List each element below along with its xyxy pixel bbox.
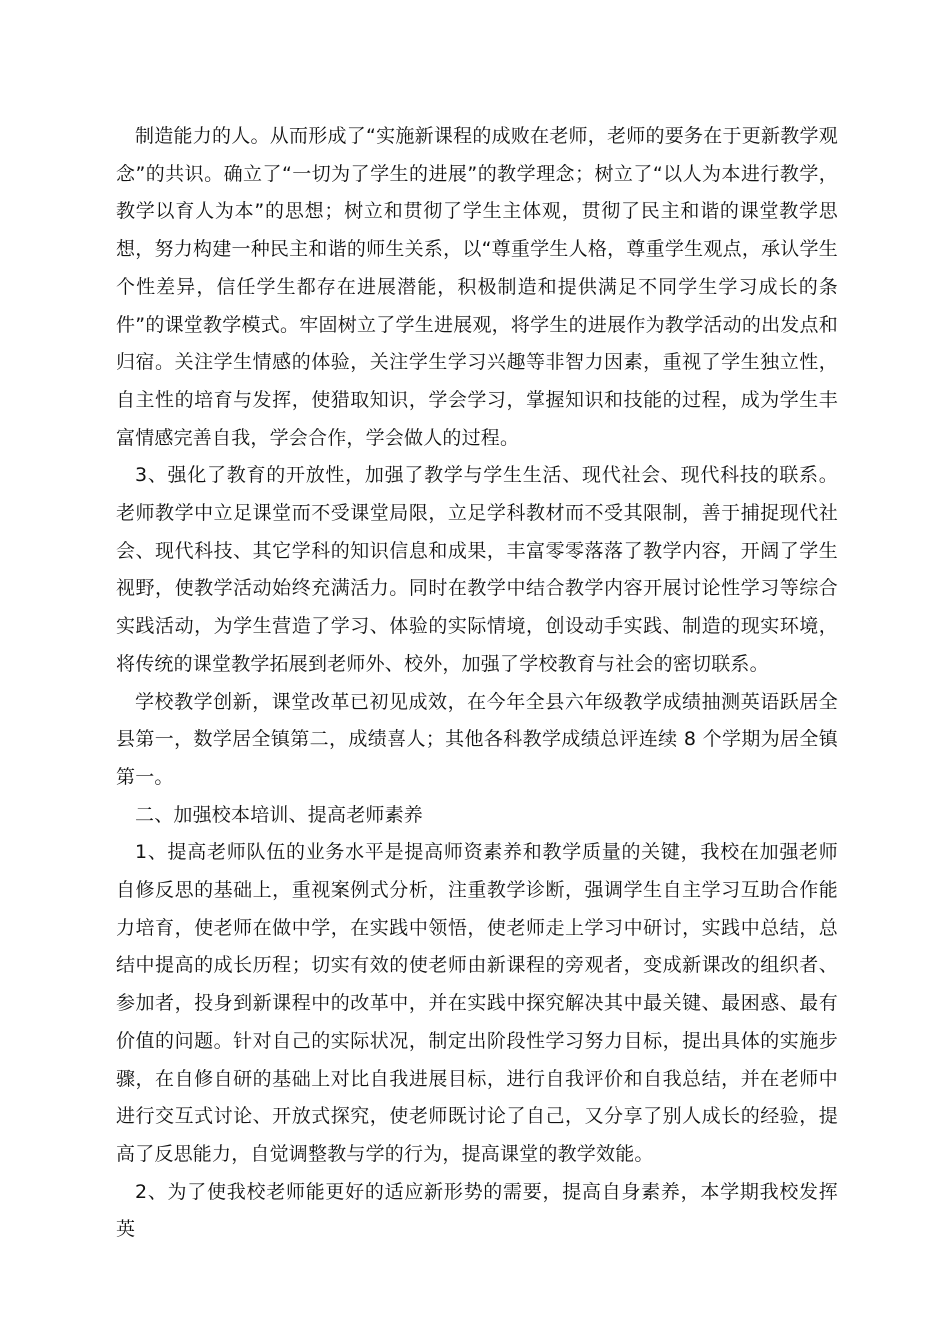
paragraph-item-1: 1、提高老师队伍的业务水平是提高师资素养和教学质量的关键，我校在加强老师自修反思的基础上，重视案例式分析，注重教学诊断，强调学生自主学习互助合作能力培育，使老师在做中学，在实践中领悟，使老师走上学习中研讨，实践中总结，总结中提高的成长历程；切实有效的使老师由新课程的旁观者，变成新课改的组织者、参加者，投身到新课程中的改革中，并在实践中探究解决其中最关键、最困惑、最有价值的问题。针对自己的实际状况，制定出阶段性学习努力目标，提出具体的实施步骤，在自修自研的基础上对比自我进展目标，进行自我评价和自我总结，并在老师中进行交互式讨论、开放式探究，使老师既讨论了自己，又分享了别人成长的经验，提高了反思能力，自觉调整教与学的行为，提高课堂的教学效能。 [116, 841, 838, 1165]
paragraph-item-3: 3、强化了教育的开放性，加强了教学与学生生活、现代社会、现代科技的联系。老师教学中立足课堂而不受课堂局限，立足学科教材而不受其限制，善于捕捉现代社会、现代科技、其它学科的知识信息和成果，丰富零零落落了教学内容，开阔了学生视野，使教学活动始终充满活力。同时在教学中结合教学内容开展讨论性学习等综合实践活动，为学生营造了学习、体验的实际情境，创设动手实践、制造的现实环境，将传统的课堂教学拓展到老师外、校外，加强了学校教育与社会的密切联系。 [116, 464, 838, 675]
section-heading: 二、加强校本培训、提高老师素养 [135, 803, 424, 826]
paragraph-results: 学校教学创新，课堂改革已初见成效，在今年全县六年级教学成绩抽测英语跃居全县第一，数学居全镇第二，成绩喜人；其他各科教学成绩总评连续 8 个学期为居全镇第一。 [116, 690, 838, 788]
paragraph-continuation: 制造能力的人。从而形成了“实施新课程的成败在老师，老师的要务在于更新教学观念”的共识。确立了“一切为了学生的进展”的教学理念；树立了“以人为本进行教学，教学以育人为本”的思想；树立和贯彻了学生主体观，贯彻了民主和谐的课堂教学思想，努力构建一种民主和谐的师生关系，以“尊重学生人格，尊重学生观点，承认学生个性差异，信任学生都存在进展潜能，积极制造和提供满足不同学生学习成长的条件”的课堂教学模式。牢固树立了学生进展观，将学生的进展作为教学活动的出发点和归宿。关注学生情感的体验，关注学生学习兴趣等非智力因素，重视了学生独立性，自主性的培育与发挥，使猎取知识，学会学习，掌握知识和技能的过程，成为学生丰富情感完善自我，学会合作，学会做人的过程。 [116, 125, 838, 449]
paragraph-item-2: 2、为了使我校老师能更好的适应新形势的需要，提高自身素养，本学期我校发挥英 [116, 1180, 838, 1241]
document-body [116, 118, 838, 1249]
